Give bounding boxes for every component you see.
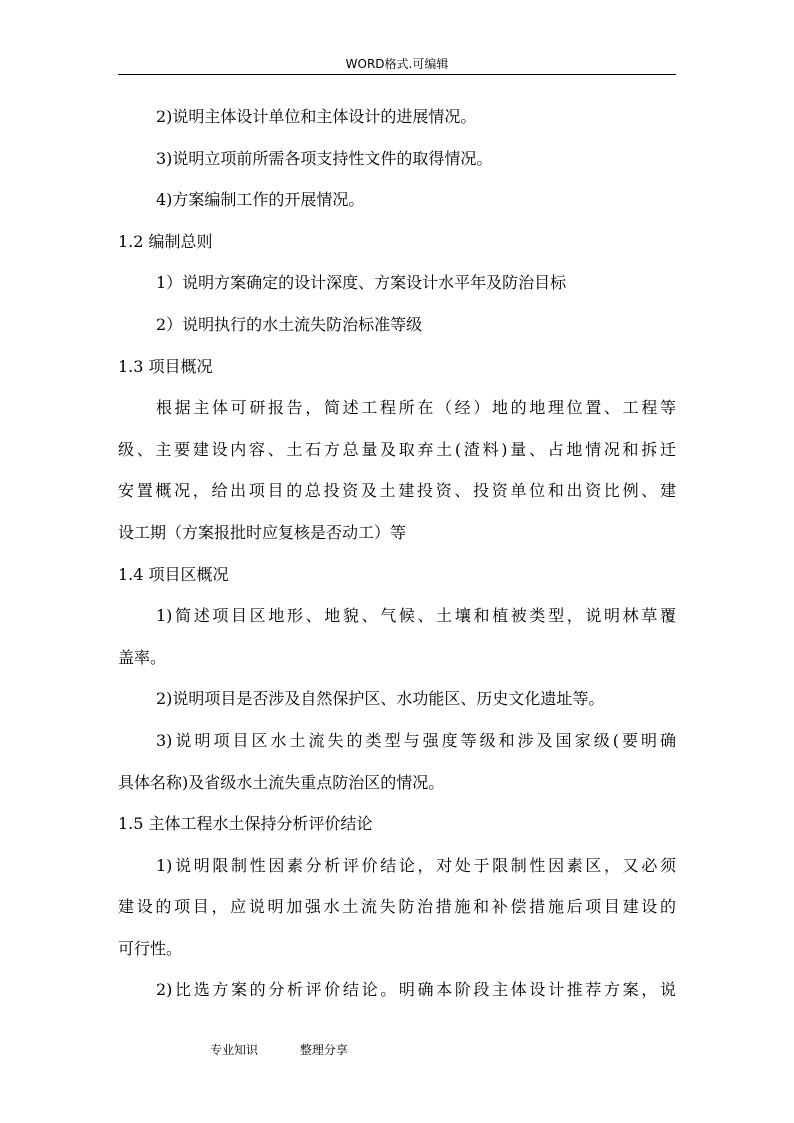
paragraph-line: 1)简述项目区地形、地貌、气候、土壤和植被类型，说明林草覆 bbox=[156, 606, 676, 626]
paragraph-line: 具体名称)及省级水土流失重点防治区的情况。 bbox=[118, 772, 445, 792]
paragraph-line: 3)说明项目区水土流失的类型与强度等级和涉及国家级(要明确 bbox=[156, 730, 676, 750]
paragraph-line: 根据主体可研报告，简述工程所在（经）地的地理位置、工程等 bbox=[156, 398, 676, 418]
page-header: WORD格式.可编辑 bbox=[345, 57, 449, 71]
paragraph-line: 4)方案编制工作的开展情况。 bbox=[156, 190, 365, 210]
section-heading-1-5: 1.5 主体工程水土保持分析评价结论 bbox=[118, 814, 373, 834]
paragraph-line: 安置概况，给出项目的总投资及土建投资、投资单位和出资比例、建 bbox=[118, 481, 676, 501]
paragraph-line: 2)说明项目是否涉及自然保护区、水功能区、历史文化遗址等。 bbox=[156, 689, 605, 709]
paragraph-line: 2)比选方案的分析评价结论。明确本阶段主体设计推荐方案，说 bbox=[156, 980, 676, 1000]
footer-left-text: 专业知识 bbox=[210, 1043, 259, 1057]
document-body bbox=[118, 96, 676, 1011]
section-heading-1-2: 1.2 编制总则 bbox=[118, 231, 213, 251]
paragraph-line: 设工期（方案报批时应复核是否动工）等 bbox=[118, 522, 407, 542]
paragraph-line: 2)说明主体设计单位和主体设计的进展情况。 bbox=[156, 107, 477, 126]
section-heading-1-3: 1.3 项目概况 bbox=[118, 356, 213, 376]
paragraph-line: 级、主要建设内容、土石方总量及取弃土(渣料)量、占地情况和拆迁 bbox=[118, 439, 676, 459]
paragraph-line: 2）说明执行的水土流失防治标准等级 bbox=[156, 314, 423, 334]
paragraph-line: 1)说明限制性因素分析评价结论，对处于限制性因素区，又必须 bbox=[156, 855, 676, 875]
page-footer bbox=[210, 1040, 348, 1060]
paragraph-line: 可行性。 bbox=[118, 938, 183, 958]
paragraph-line: 3)说明立项前所需各项支持性文件的取得情况。 bbox=[156, 148, 493, 168]
section-heading-1-4: 1.4 项目区概况 bbox=[118, 564, 229, 584]
paragraph-line: 盖率。 bbox=[118, 647, 167, 667]
footer-right-text: 整理分享 bbox=[299, 1043, 348, 1057]
paragraph-line: 1）说明方案确定的设计深度、方案设计水平年及防治目标 bbox=[156, 273, 567, 293]
paragraph-line: 建设的项目，应说明加强水土流失防治措施和补偿措施后项目建设的 bbox=[118, 897, 676, 917]
header-divider bbox=[118, 74, 676, 75]
